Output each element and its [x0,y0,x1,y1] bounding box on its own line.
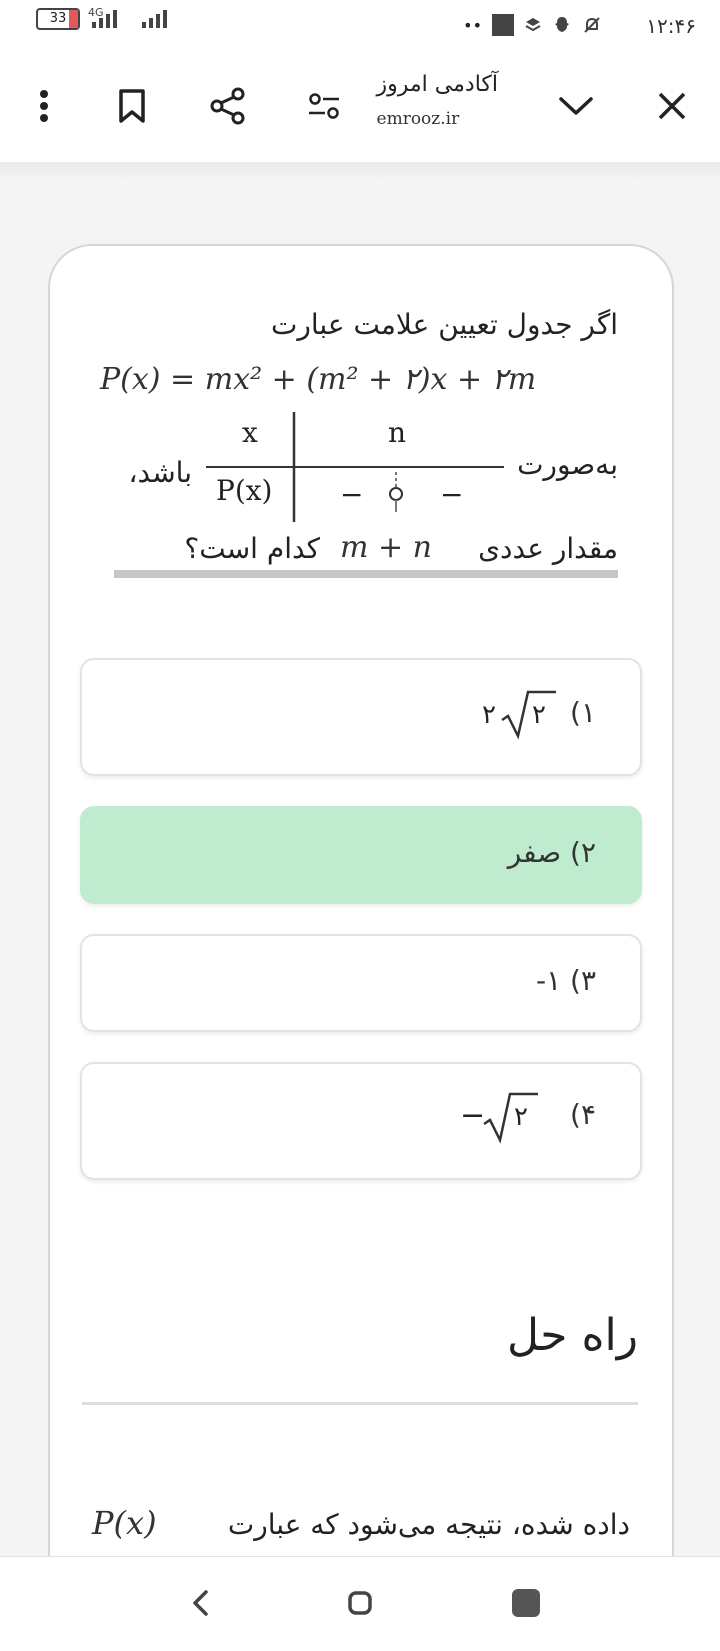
option-2-label: ۲) صفر [507,836,596,869]
signal-icon-2 [140,8,174,30]
option-4-sign: − [460,1098,486,1133]
layers-icon [524,16,542,34]
solution-title: راه حل [506,1310,638,1361]
status-time: ۱۲:۴۶ [646,14,696,38]
dots-indicator: •• [463,15,482,35]
solution-line-1-math: P(x) [92,1504,157,1542]
question-line-1: اگر جدول تعیین علامت عبارت [270,308,618,341]
solution-divider [82,1402,638,1405]
question-after-table: باشد، [128,456,192,489]
option-4-label: ۴) [570,1098,596,1131]
status-bar [0,0,720,52]
option-3-label: ۳) ۱- [535,964,596,997]
question-line3-math: m + n [340,530,432,565]
bookmark-icon [117,88,147,124]
chevron-down-icon [558,95,594,117]
battery-icon [36,8,80,30]
close-icon [656,90,688,122]
table-x-header: x [242,416,258,449]
question-divider [114,570,618,578]
status-icons [463,14,602,36]
question-line3-start: مقدار عددی [478,532,618,565]
back-icon [191,1589,209,1617]
page-settings-button[interactable] [300,82,348,130]
question-before-table: به‌صورت [517,448,618,481]
recents-icon [511,1588,541,1618]
recents-nav-button[interactable] [504,1581,548,1625]
bookmark-button[interactable] [108,82,156,130]
page-title-block[interactable] [377,72,498,129]
question-line3-end: کدام است؟ [184,532,320,565]
site-url: emrooz.ir [376,109,460,129]
toolbar-shadow [0,162,720,180]
question-formula: P(x) = mx² + (m² + ۲)x + ۲m [100,362,537,397]
app-square-icon [492,14,514,36]
option-3[interactable] [80,934,642,1032]
option-4[interactable] [80,1062,642,1180]
back-nav-button[interactable] [178,1581,222,1625]
solution-line-1: داده شده، نتیجه می‌شود که عبارت [227,1508,630,1541]
option-1-value [482,686,572,742]
option-1-label: ۱) [570,696,596,729]
mute-icon [582,15,602,35]
status-left [36,8,174,30]
browser-toolbar [0,52,720,163]
table-row-label: P(x) [216,474,273,507]
option-2[interactable] [80,806,642,904]
table-sign-left: − [340,478,364,511]
site-title: آکادمی امروز [376,72,498,97]
snapchat-icon [552,15,572,35]
sign-table [206,410,504,528]
option-1-coef: ۲ [482,700,496,730]
more-vert-icon [39,89,49,123]
network-type: 4G [88,6,104,19]
radical-icon [500,690,558,740]
battery-level: 33 [49,11,67,26]
table-n-header: n [388,416,407,449]
expand-button[interactable] [552,82,600,130]
option-4-value [460,1088,560,1148]
home-icon [348,1591,372,1615]
tune-icon [307,91,341,121]
option-1[interactable] [80,658,642,776]
share-button[interactable] [204,82,252,130]
share-icon [209,87,247,125]
system-nav-bar [0,1556,720,1651]
more-button[interactable] [20,82,68,130]
option-4-radicand: ۲ [514,1102,528,1132]
home-nav-button[interactable] [338,1581,382,1625]
table-sign-right: − [440,478,464,511]
option-1-radicand: ۲ [532,700,546,730]
close-button[interactable] [648,82,696,130]
radical-icon [482,1092,540,1144]
